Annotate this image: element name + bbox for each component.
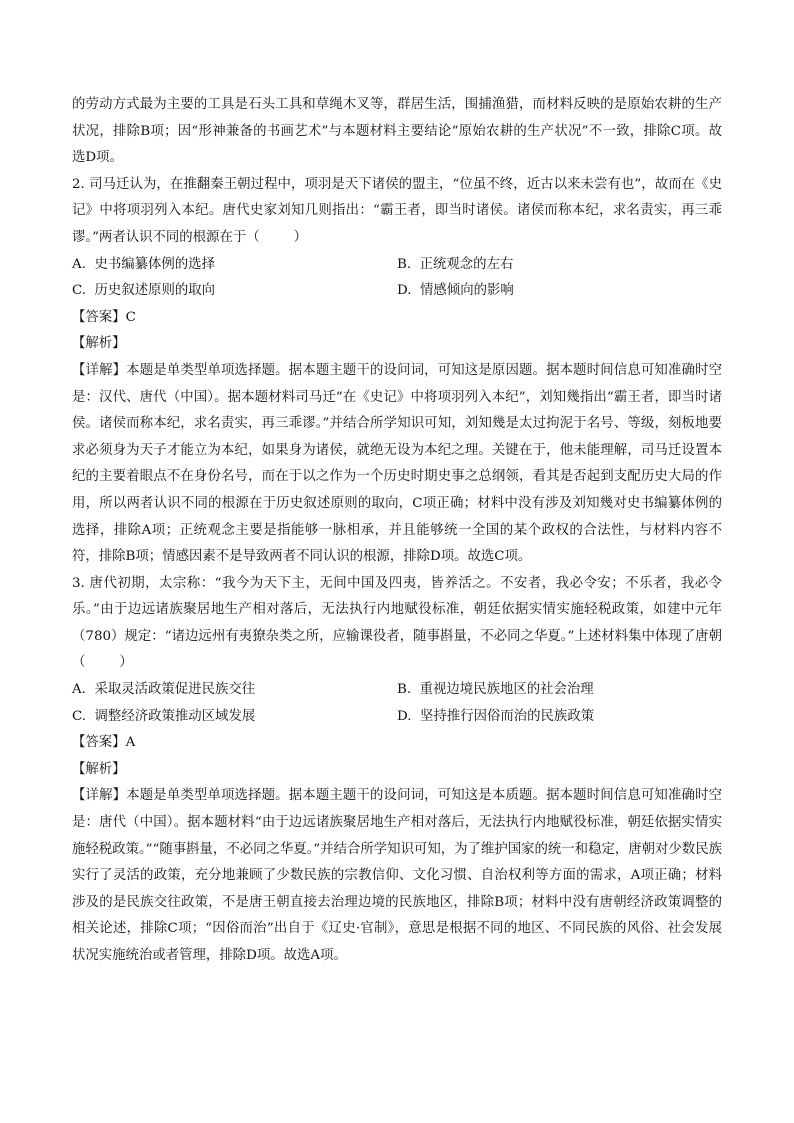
question-3 <box>72 571 722 970</box>
option-text: 历史叙述原则的取向 <box>94 283 216 299</box>
option-a <box>72 252 397 279</box>
intro-paragraph: 的劳动方式最为主要的工具是石头工具和草绳木叉等，群居生活，围捕渔猎，而材料反映的是原始农耕的生产状况，排除B项；因“形神兼备的书画艺术”与本题材料主要结论“原始农耕的生产状况”不一致，排除C项。故选D项。 <box>72 97 722 166</box>
option-d <box>397 278 722 305</box>
option-letter: A. <box>72 682 86 698</box>
analysis-label: 【解析】 <box>72 336 126 352</box>
option-d <box>397 704 722 731</box>
answer-line <box>72 730 722 757</box>
answer-label: 【答案】 <box>72 735 126 751</box>
detail-label: 【详解】 <box>72 788 127 804</box>
option-a <box>72 677 397 704</box>
option-text: 坚持推行因俗而治的民族政策 <box>420 708 595 724</box>
option-c <box>72 278 397 305</box>
stem-close: ） <box>119 655 133 671</box>
option-b <box>397 677 722 704</box>
stem-text: 2. 司马迁认为，在推翻秦王朝过程中，项羽是天下诸侯的盟主，“位虽不终，近古以来未尝有也”，故而在《史记》中将项羽列入本纪。唐代史家刘知几则指出：“霸王者，即当时诸侯。诸侯而称本纪，求名责实，再三乖谬。”两者认识不同的根源在于（ <box>72 176 722 245</box>
detail-text: 本题是单类型单项选择题。据本题主题干的设问词，可知这是原因题。据本题时间信息可知准确时空是：汉代、唐代（中国）。据本题材料司马迁“在《史记》中将项羽列入本纪”，刘知幾指出“霸王者，即当时诸侯。诸侯而称本纪，求名责实，再三乖谬。”并结合所学知识可知，刘知幾是太过拘泥于名号、等级，刻板地要求必须身为天子才能立为本纪，如果身为诸侯，就绝无设为本纪之理。关键在于，他未能理解，司马迁设置本纪的主要着眼点不在身份名号，而在于以之作为一个历史时期史事之总纲领，看其是否起到支配历史大局的作用，所以两者认识不同的根源在于历史叙述原则的取向，C项正确；材料中没有涉及刘知幾对史书编纂体例的选择，排除A项；正统观念主要是指能够一脉相承，并且能够统一全国的某个政权的合法性，与材料内容不符，排除B项；情感因素不是导致两者不同认识的根源，排除D项。故选C项。 <box>72 362 723 565</box>
option-letter: A. <box>72 256 86 272</box>
analysis-label: 【解析】 <box>72 761 126 777</box>
option-text: 正统观念的左右 <box>419 256 514 272</box>
option-letter: D. <box>397 283 412 299</box>
option-text: 史书编纂体例的选择 <box>94 256 215 272</box>
option-letter: C. <box>72 708 87 724</box>
answer-value: A <box>125 735 136 751</box>
stem-close: ） <box>293 229 308 245</box>
option-text: 情感倾向的影响 <box>420 283 514 299</box>
answer-label: 【答案】 <box>72 309 126 325</box>
detail-paragraph <box>72 358 722 571</box>
options-row <box>72 704 722 731</box>
detail-text: 本题是单类型单项选择题。据本题主题干的设问词，可知这是本质题。据本题时间信息可知准确时空是：唐代（中国）。据本题材料“由于边远诸族聚居地生产相对落后，无法执行内地赋役标准，朝廷依据实情实施轻税政策。”“随事斟量，不必同之华夏。”并结合所学知识可知，为了维护国家的统一和稳定，唐朝对少数民族实行了灵活的政策，充分地兼顾了少数民族的宗教信仰、文化习惯、自治权利等方面的需求，A项正确；材料涉及的是民族交往政策，不是唐王朝直接去治理边境的民族地区，排除B项；材料中没有唐朝经济政策调整的相关论述，排除C项；“因俗而治”出自于《辽史·官制》，意思是根据不同的地区、不同民族的风俗、社会发展状况实施统治或者管理，排除D项。故选A项。 <box>72 788 723 963</box>
question-stem <box>72 172 722 252</box>
document-page <box>72 92 722 970</box>
option-text: 采取灵活政策促进民族交往 <box>94 682 256 698</box>
options-row <box>72 252 722 279</box>
question-stem <box>72 571 722 677</box>
option-letter: B. <box>397 682 412 698</box>
answer-value: C <box>125 309 136 325</box>
detail-label: 【详解】 <box>72 362 127 378</box>
option-b <box>397 252 722 279</box>
option-letter: C. <box>72 283 87 299</box>
detail-paragraph <box>72 783 722 969</box>
option-text: 重视边境民族地区的社会治理 <box>419 682 594 698</box>
options-row <box>72 677 722 704</box>
option-text: 调整经济政策推动区域发展 <box>94 708 256 724</box>
option-c <box>72 704 397 731</box>
option-letter: D. <box>397 708 412 724</box>
question-2 <box>72 172 722 571</box>
option-letter: B. <box>397 256 412 272</box>
options-row <box>72 278 722 305</box>
answer-line <box>72 305 722 332</box>
stem-text: 3. 唐代初期，太宗称：“我今为天下主，无间中国及四夷，皆养活之。不安者，我必令安；不乐者，我必令乐。”由于边远诸族聚居地生产相对落后，无法执行内地赋役标准，朝廷依据实情实施轻税政策，如建中元年（780）规定：“诸边远州有夷獠杂类之所，应输课役者，随事斟量，不必同之华夏。”上述材料集中体现了唐朝（ <box>72 575 722 671</box>
